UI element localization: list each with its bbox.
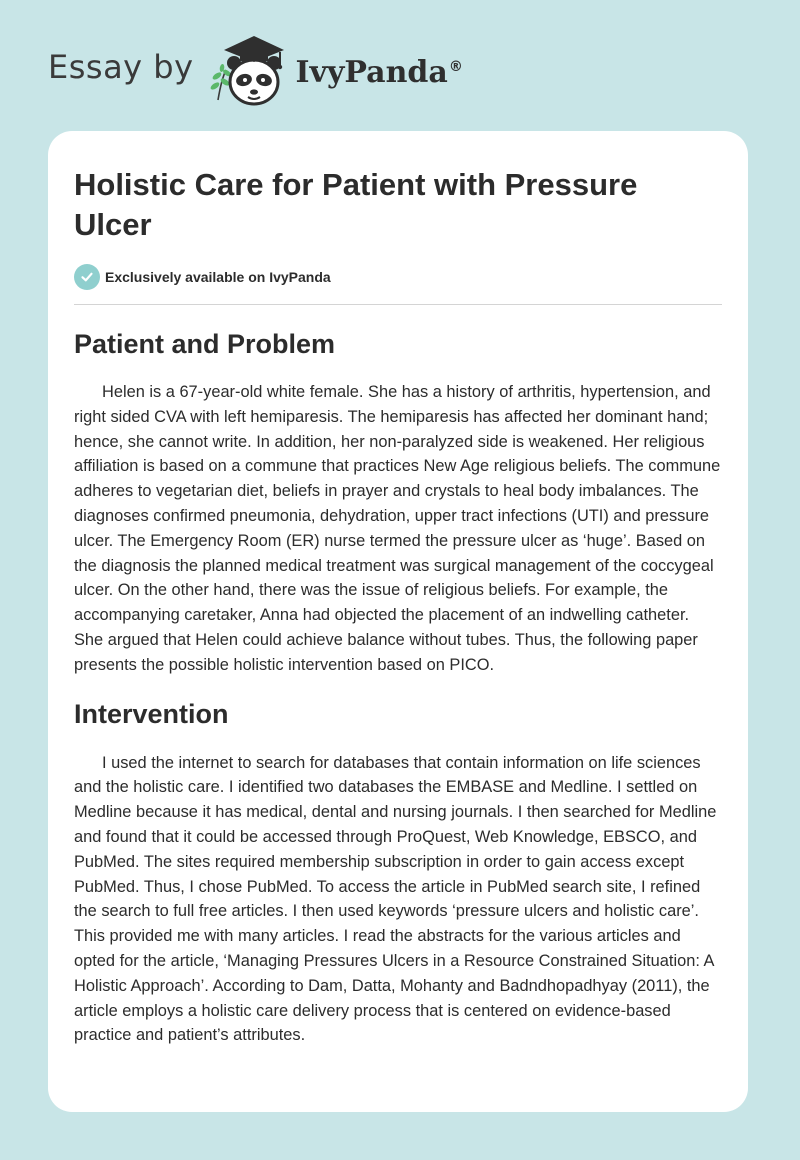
essay-card bbox=[48, 131, 748, 1112]
section-body-intervention: I used the internet to search for databases that contain information on life sciences and the holistic care. I identified two databases the EMBASE and Medline. I settled on Medline because it has medical, dental and nursing journals. I then searched for Medline and found that it could be accessed through ProQuest, Web Knowledge, EBSCO, and PubMed. The sites required membership subscription in order to gain access except PubMed. Thus, I chose PubMed. To access the article in PubMed search site, I refined the search to full free articles. I then used keywords ‘pressure ulcers and holistic care’. This provided me with many articles. I read the abstracts for the various articles and opted for the article, ‘Managing Pressures Ulcers in a Resource Constrained Situation: A Holistic Approach’. According to Dam, Datta, Mohanty and Badndhopadhyay (2011), the article employs a holistic care delivery process that is centered on evidence-based practice and patient’s attributes. bbox=[74, 753, 717, 1045]
check-circle-icon bbox=[74, 264, 100, 290]
badge-label: Exclusively available on IvyPanda bbox=[105, 269, 331, 285]
brand-header[interactable] bbox=[48, 30, 463, 110]
brand-prefix: Essay by bbox=[48, 48, 194, 86]
panda-graduate-logo-icon bbox=[204, 30, 294, 110]
page-title: Holistic Care for Patient with Pressure Ulcer bbox=[74, 167, 638, 242]
section-heading-patient-and-problem: Patient and Problem bbox=[74, 329, 336, 359]
registered-mark: ® bbox=[448, 58, 463, 75]
section-heading-intervention: Intervention bbox=[74, 698, 229, 729]
exclusive-badge bbox=[74, 263, 722, 305]
brand-name: IvyPanda® bbox=[295, 54, 463, 90]
section-body-patient-and-problem: Helen is a 67-year-old white female. She has a history of arthritis, hypertension, and right sided CVA with left hemiparesis. The hemiparesis has affected her dominant hand; hence, she cannot write. In addition, her non-paralyzed side is weakened. Her religious affiliation is based on a commune that practices New Age religious beliefs. The commune adheres to vegetarian diet, beliefs in prayer and crystals to heal body imbalances. The diagnoses confirmed pneumonia, dehydration, upper tract infections (UTI) and pressure ulcer. The Emergency Room (ER) nurse termed the pressure ulcer as ‘huge’. Based on the diagnosis the planned medical treatment was surgical management of the coccygeal ulcer. On the other hand, there was the issue of religious beliefs. For example, the accompanying caretaker, Anna had objected the placement of an indwelling catheter. She argued that Helen could achieve balance without tubes. Thus, the following paper presents the possible holistic intervention based on PICO. bbox=[74, 383, 721, 674]
